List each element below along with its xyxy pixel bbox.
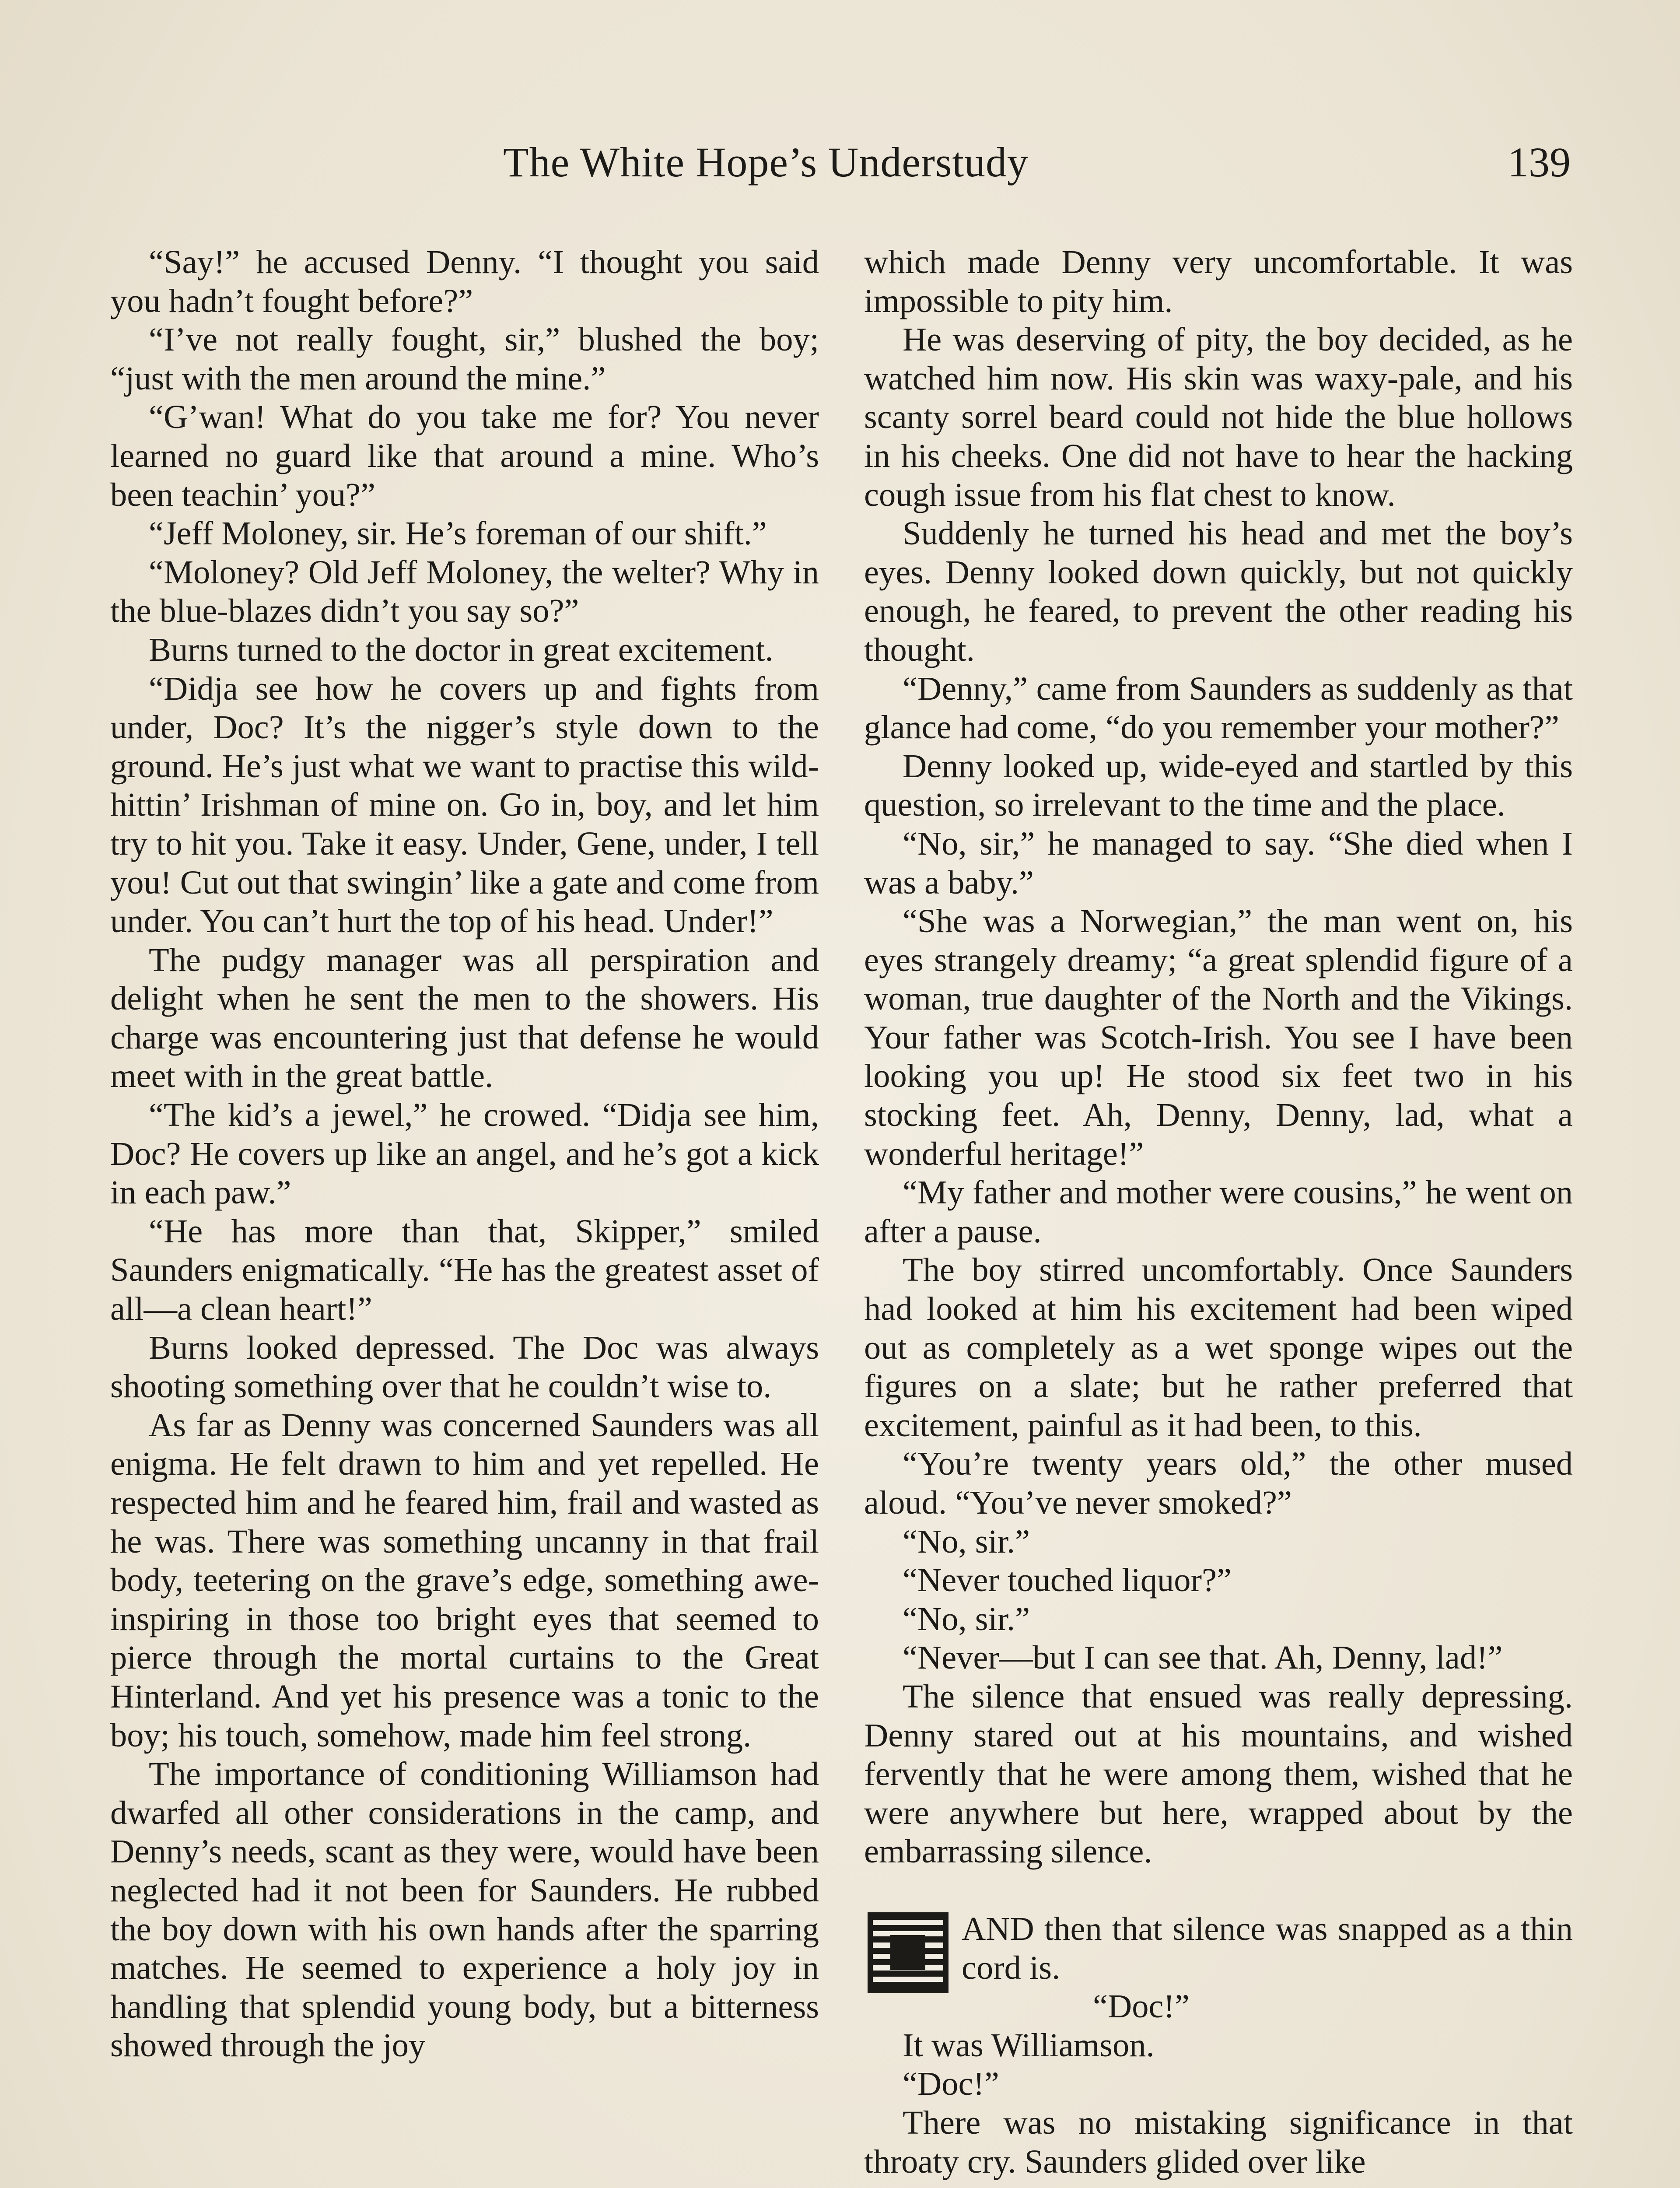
right-column	[864, 243, 1573, 2181]
paragraph: “Doc!”	[903, 2065, 999, 2103]
paragraph: “No, sir,” he managed to say. “She died when I was a baby.”	[864, 824, 1573, 901]
paragraph: “Denny,” came from Saunders as suddenly as that glance had come, “do you remember your mother?”	[864, 670, 1573, 746]
paragraph: As far as Denny was concerned Saunders was all enigma. He felt drawn to him and yet repelled. He respected him and he feared him, frail and wasted as he was. There was something uncanny in that frail body, teetering on the grave’s edge, something awe-inspiring in those too bright eyes that seemed to pierce through the mortal curtains to the Great Hinterland. And yet his presence was a tonic to the boy; his touch, somehow, made him feel strong.	[110, 1406, 819, 1754]
paragraph: “The kid’s a jewel,” he crowed. “Didja see him, Doc? He covers up like an angel, and he’s got a kick in each paw.”	[110, 1096, 819, 1211]
paragraph: “You’re twenty years old,” the other mused aloud. “You’ve never smoked?”	[864, 1445, 1573, 1521]
running-head-title: The White Hope’s Understudy	[503, 139, 1029, 186]
paragraph: “Never—but I can see that. Ah, Denny, lad!”	[903, 1639, 1503, 1676]
paragraph: Burns looked depressed. The Doc was always shooting something over that he couldn’t wise to.	[110, 1329, 819, 1405]
paragraph: Suddenly he turned his head and met the boy’s eyes. Denny looked down quickly, but not quickly enough, he feared, to prevent the other reading his thought.	[864, 515, 1573, 668]
paragraph: “Never touched liquor?”	[903, 1561, 1232, 1599]
paragraph: “Say!” he accused Denny. “I thought you said you hadn’t fought before?”	[110, 243, 819, 319]
page-number: 139	[1508, 139, 1571, 186]
paragraph: He was deserving of pity, the boy decided, as he watched him now. His skin was waxy-pale, and his scanty sorrel beard could not hide the blue hollows in his cheeks. One did not have to hear the hacking cough issue from his flat chest to know.	[864, 321, 1573, 513]
paragraph: The boy stirred uncomfortably. Once Saunders had looked at him his excitement had been wiped out as completely as a wet sponge wipes out the figures on a slate; but he rather preferred that excitement, painful as it had been, to this.	[864, 1251, 1573, 1444]
paragraph: “No, sir.”	[903, 1600, 1030, 1637]
paragraph: “He has more than that, Skipper,” smiled Saunders enigmatically. “He has the greatest asset of all—a clean heart!”	[110, 1212, 819, 1328]
paragraph: “My father and mother were cousins,” he went on after a pause.	[864, 1174, 1573, 1250]
paragraph: Denny looked up, wide-eyed and startled by this question, so irrelevant to the time and the place.	[864, 747, 1573, 824]
left-column	[110, 243, 819, 2065]
paragraph: “Didja see how he covers up and fights from under, Doc? It’s the nigger’s style down to the ground. He’s just what we want to practise this wild-hittin’ Irishman of mine on. Go in, boy, and let him try to hit you. Take it easy. Under, Gene, under, I tell you! Cut out that swingin’ like a gate and come from under. You can’t hurt the top of his head. Under!”	[110, 670, 819, 940]
paragraph: “G’wan! What do you take me for? You never learned no guard like that around a mine. Who’s been teachin’ you?”	[110, 398, 819, 513]
paragraph: It was Williamson.	[903, 2026, 1155, 2064]
paragraph: The importance of conditioning Williamson had dwarfed all other considerations in the camp, and Denny’s needs, scant as they were, would have been neglected had it not been for Saunders. He rubbed the boy down with his own hands after the sparring matches. He seemed to experience a holy joy in handling that splendid young body, but a bitterness showed through the joy	[110, 1755, 819, 2064]
paragraph: which made Denny very uncomfortable. It was impossible to pity him.	[864, 243, 1573, 319]
paragraph: The pudgy manager was all perspiration and delight when he sent the men to the showers. His charge was encountering just that defense he would meet with in the great battle.	[110, 941, 819, 1095]
ornament-icon	[868, 1912, 948, 1993]
paragraph: “No, sir.”	[903, 1522, 1030, 1560]
paragraph: “Doc!”	[1093, 1988, 1190, 2025]
paragraph: Burns turned to the doctor in great excitement.	[149, 631, 774, 668]
paragraph: “Jeff Moloney, sir. He’s foreman of our shift.”	[149, 515, 767, 552]
section-break	[864, 1910, 1573, 2181]
paragraph: “Moloney? Old Jeff Moloney, the welter? Why in the blue-blazes didn’t you say so?”	[110, 553, 819, 630]
paragraph: “I’ve not really fought, sir,” blushed the boy; “just with the men around the mine.”	[110, 321, 819, 397]
paragraph: “She was a Norwegian,” the man went on, his eyes strangely dreamy; “a great splendid figure of a woman, true daughter of the North and the Vikings. Your father was Scotch-Irish. You see I have been looking you up! He stood six feet two in his stocking feet. Ah, Denny, Denny, lad, what a wonderful heritage!”	[864, 902, 1573, 1172]
section-lead-paragraph: AND then that silence was snapped as a thin cord is.	[962, 1910, 1573, 1986]
paragraph: There was no mistaking significance in that throaty cry. Saunders glided over like	[864, 2104, 1573, 2180]
paragraph: The silence that ensued was really depressing. Denny stared out at his mountains, and wished fervently that he were among them, wished that he were anywhere but here, wrapped about by the embarrassing silence.	[864, 1677, 1573, 1870]
